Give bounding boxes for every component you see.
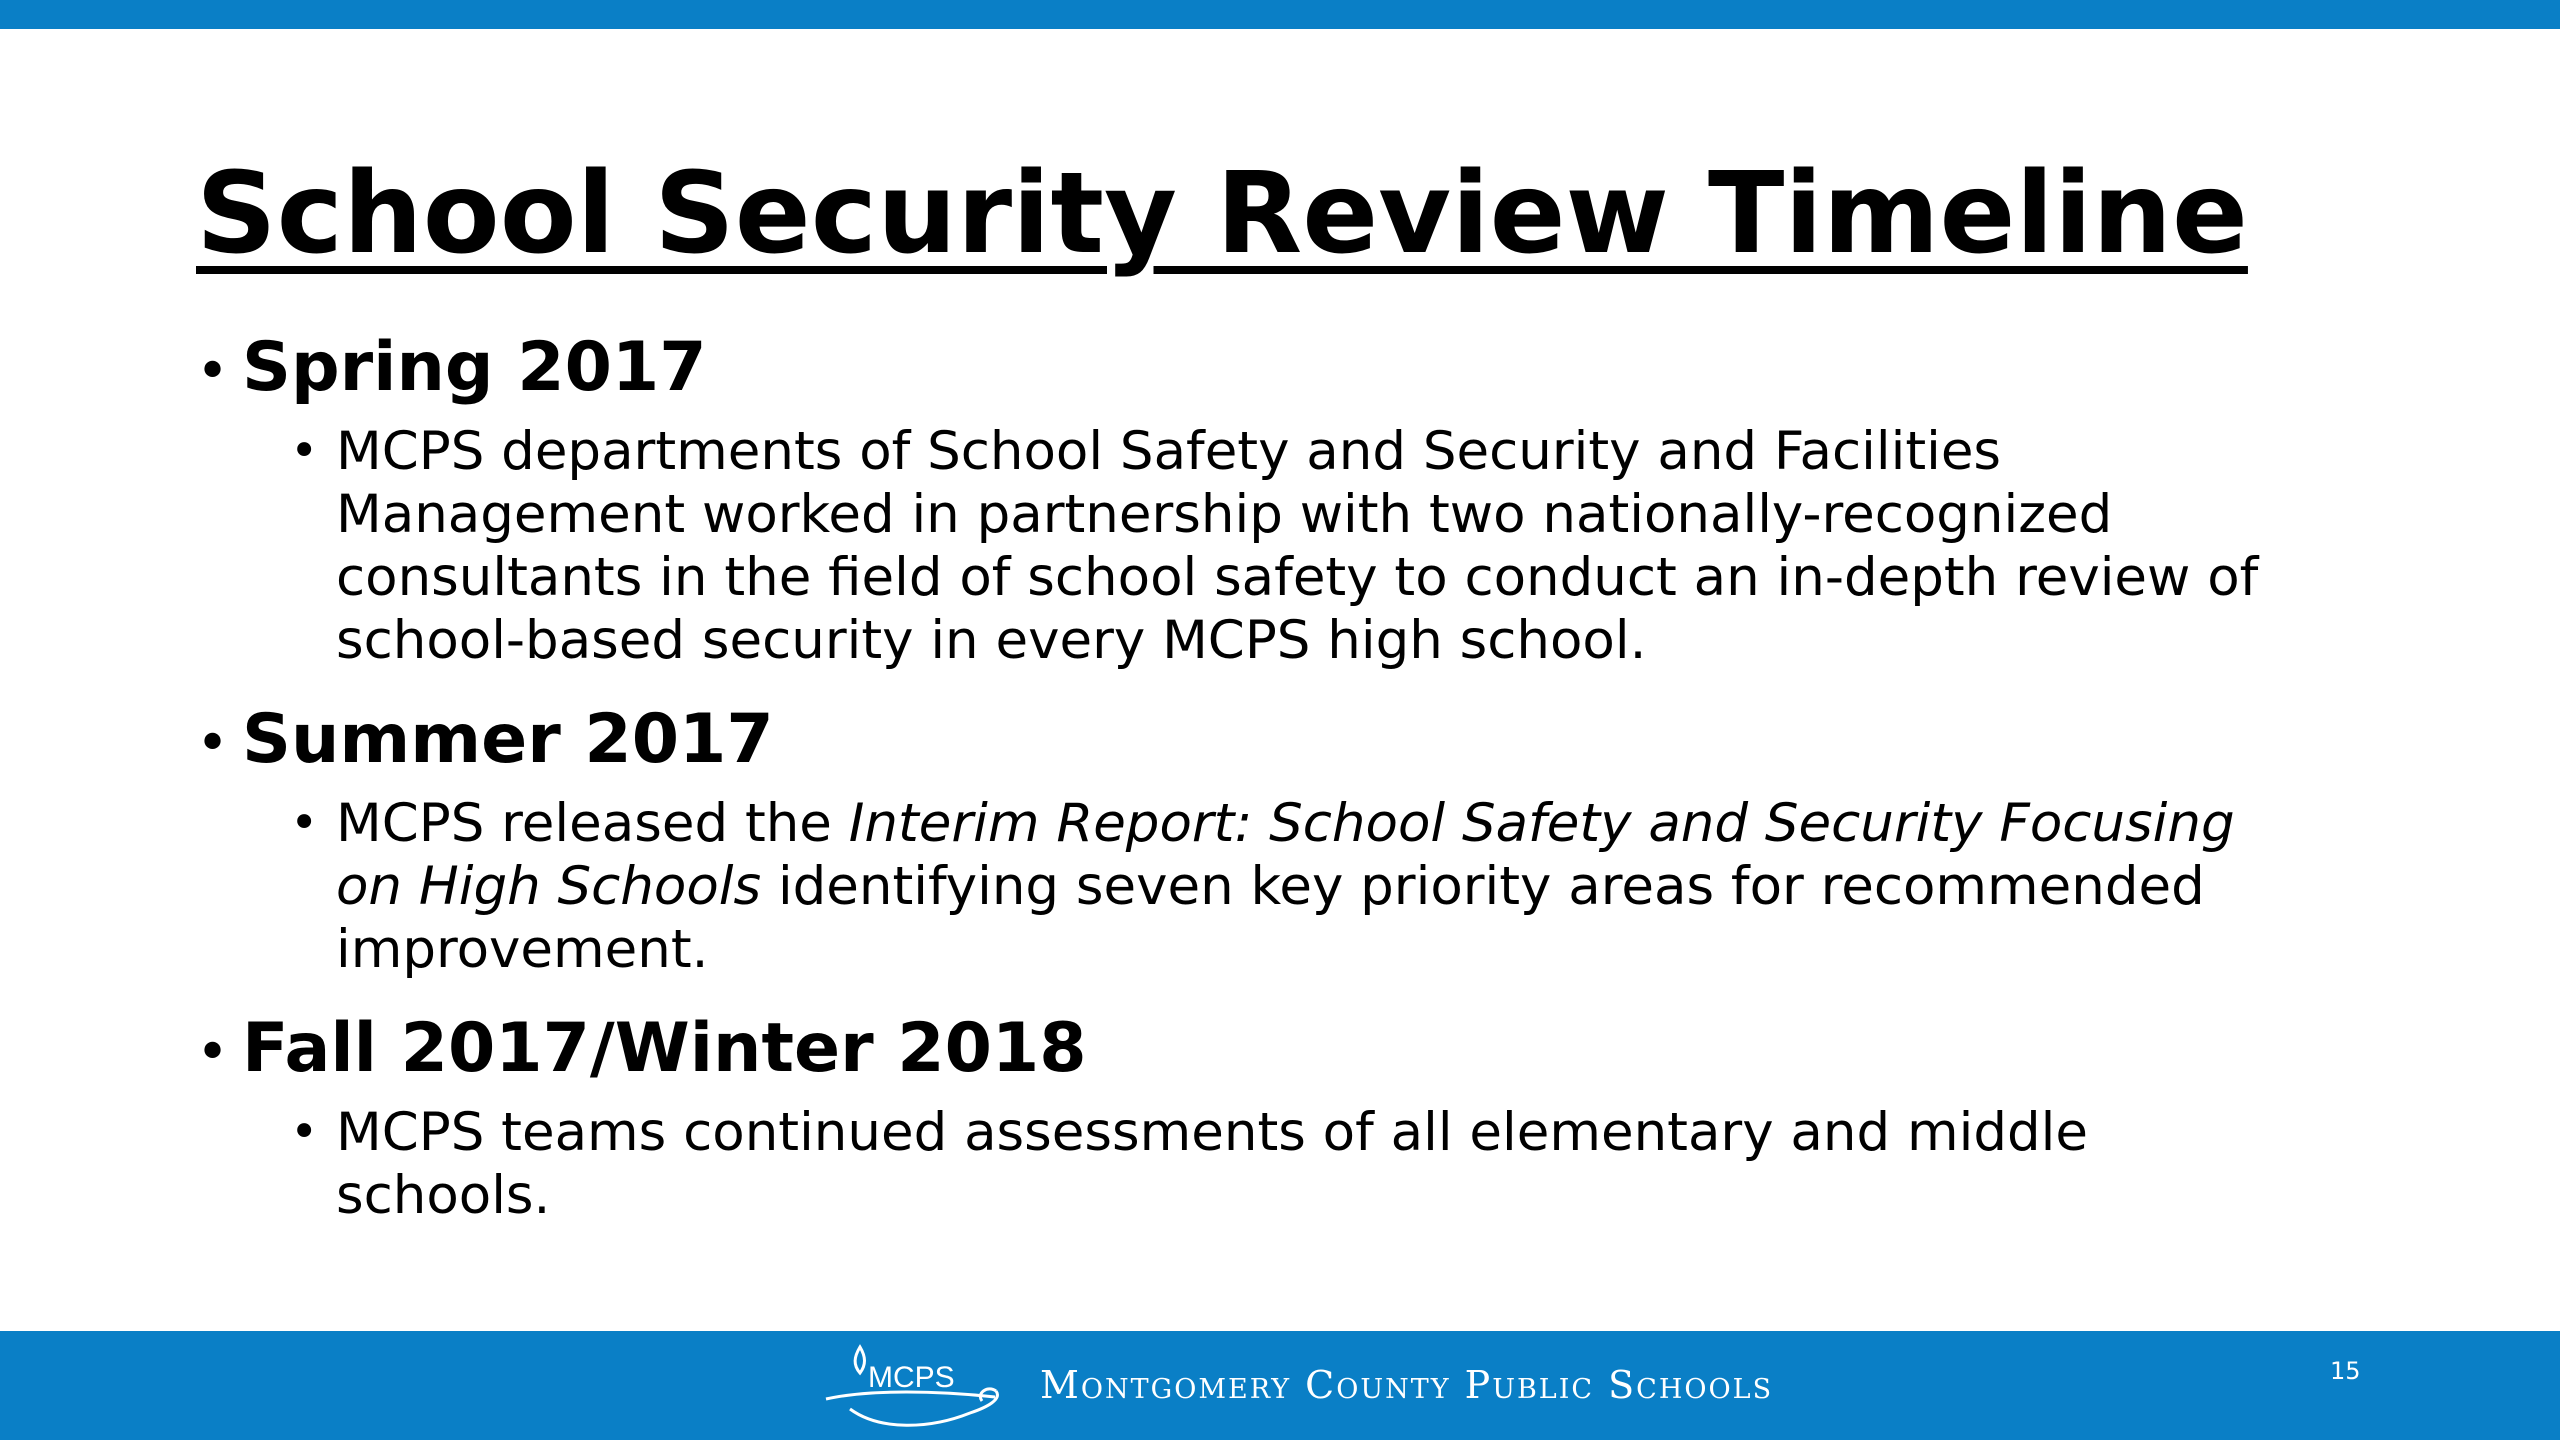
section-detail-text: MCPS teams continued assessments of all elementary and middle schools. [336,1102,2088,1226]
report-title: Interim Report: School Safety and Security Focusing on High Schools [336,793,2235,917]
bullet-icon: • [196,1020,230,1085]
top-accent-bar [0,0,2560,29]
section-heading-text: Fall 2017/Winter 2018 [242,1009,1087,1088]
page-number: 15 [2330,1357,2361,1385]
bullet-icon: • [196,711,230,776]
section-detail [290,420,2396,672]
mcps-logo [820,1339,1010,1435]
section-heading-text: Summer 2017 [242,700,774,779]
bullet-icon: • [196,339,230,404]
section-fall-2017-winter-2018 [196,1001,2396,1227]
section-summer-2017 [196,692,2396,981]
bullet-icon: • [290,423,319,479]
slide-title: School Security Review Timeline [196,149,2248,279]
logo-text: MCPS [868,1361,955,1394]
section-detail [290,1101,2396,1227]
section-heading [196,320,2396,420]
bullet-icon: • [290,795,319,851]
section-heading [196,692,2396,792]
slide-content [196,320,2396,1247]
section-detail-text: MCPS departments of School Safety and Security and Facilities Management worked in partnership with two nationally-recognized consultants in the field of school safety to conduct an in-depth review of school-based security in every MCPS high school. [336,421,2259,671]
section-spring-2017 [196,320,2396,672]
section-detail [290,792,2396,981]
section-heading [196,1001,2396,1101]
detail-text-after: identifying seven key priority areas for recommended improvement. [336,856,2205,980]
detail-text-before: MCPS released the [336,793,849,854]
section-detail-text [336,792,2316,981]
organization-name: Montgomery County Public Schools [1040,1363,1774,1407]
section-heading-text: Spring 2017 [242,328,707,407]
bullet-icon: • [290,1104,319,1160]
footer-bar [0,1331,2560,1440]
